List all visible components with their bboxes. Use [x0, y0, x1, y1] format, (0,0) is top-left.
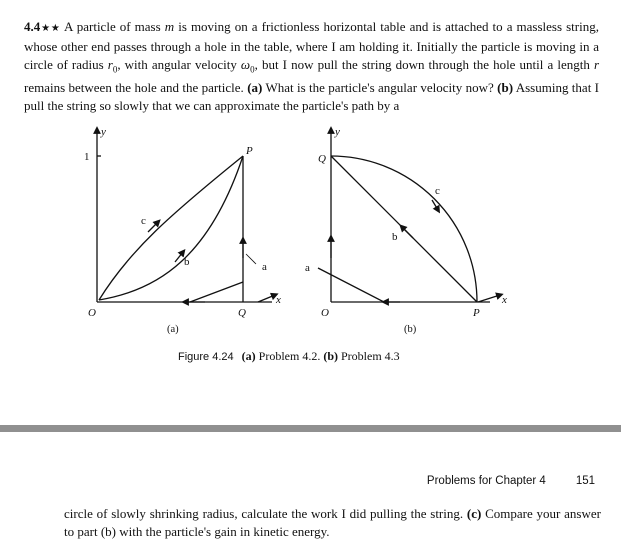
caption-text-b: Problem 4.3: [338, 349, 400, 363]
arrow-on-b-b: [402, 227, 413, 238]
figure-4-24: [0, 118, 621, 348]
continuation-segment: circle of slowly shrinking radius, calculate the work I did pulling the string.: [64, 506, 467, 521]
figure-number: Figure 4.24: [178, 351, 234, 363]
problem-4-4-text: [24, 18, 599, 115]
problem-text-segment: remains between the hole and the particle.: [24, 79, 248, 95]
y-label-a: y: [101, 126, 106, 138]
page-number: 151: [575, 475, 595, 487]
path-a-label-a: a: [262, 261, 267, 273]
problem-number: 4.4: [24, 19, 41, 34]
path-b-label-b: b: [392, 231, 398, 243]
origin-label-a: O: [88, 307, 96, 319]
panel-a-labels: [84, 126, 281, 335]
point-p-label-b: P: [473, 307, 480, 319]
radius-subscript: 0: [112, 64, 118, 75]
path-c-a: [99, 156, 243, 300]
path-c-label-b: c: [435, 185, 440, 197]
caption-part-a: (a): [241, 349, 256, 363]
tick-1-label: 1: [84, 151, 90, 163]
path-a-label-b: a: [305, 262, 310, 274]
problem-text-segment: Assuming that I pull the string so slowly that we can approximate the particle's path by a: [24, 79, 599, 113]
problem-text-segment: What is the particle's angular velocity now?: [262, 79, 498, 95]
x-axis-a-arrow: [258, 295, 275, 302]
running-head: [427, 475, 595, 487]
part-b-label: (b): [497, 79, 514, 95]
panel-b-label: (b): [404, 324, 417, 335]
running-head-title: Problems for Chapter 4: [426, 475, 546, 487]
path-a-slant-b: [318, 268, 384, 302]
panel-b-diagram: [318, 130, 500, 302]
mass-symbol: m: [164, 19, 175, 34]
x-label-b: x: [502, 294, 507, 306]
x-label-a: x: [276, 294, 281, 306]
problem-text-segment: is moving on a frictionless horizontal table and is attached to a massless string, whose other end passes through a hole in the table, where I am holding it. Initially the particle is moving in a circle of radius: [24, 19, 599, 72]
path-a-diagonal-arrow: [190, 282, 243, 302]
page-break-divider: [0, 425, 621, 432]
panel-a-label: (a): [167, 324, 179, 335]
figure-caption: [178, 349, 400, 364]
omega-subscript: 0: [250, 64, 255, 75]
path-c-label-a: c: [141, 215, 146, 227]
y-label-b: y: [335, 126, 340, 138]
problem-text-segment: A particle of mass: [64, 19, 165, 34]
continuation-segment: Compare your answer to part (b) with the particle's gain in kinetic energy.: [64, 506, 601, 539]
radius-symbol: r: [107, 57, 113, 72]
part-a-label: (a): [247, 79, 263, 95]
path-b-label-a: b: [184, 256, 190, 268]
path-b-a: [99, 156, 243, 300]
label-a-leader-a: [246, 254, 256, 264]
caption-text-a: Problem 4.2.: [255, 349, 324, 363]
origin-label-b: O: [321, 307, 329, 319]
problem-text-segment: , with angular velocity: [117, 57, 241, 72]
length-symbol: r: [593, 57, 599, 72]
point-q-label-a: Q: [238, 307, 246, 319]
point-p-label-a: P: [246, 145, 253, 157]
caption-part-b: (b): [323, 349, 338, 363]
part-c-label: (c): [466, 506, 482, 521]
problem-text-segment: , but I now pull the string down through the hole until a length: [254, 57, 594, 72]
point-q-label-b: Q: [318, 153, 326, 165]
problem-continuation-text: [64, 505, 601, 541]
x-axis-b-arrow: [478, 295, 500, 302]
difficulty-stars: ★★: [40, 23, 61, 34]
omega-symbol: ω: [240, 57, 251, 72]
